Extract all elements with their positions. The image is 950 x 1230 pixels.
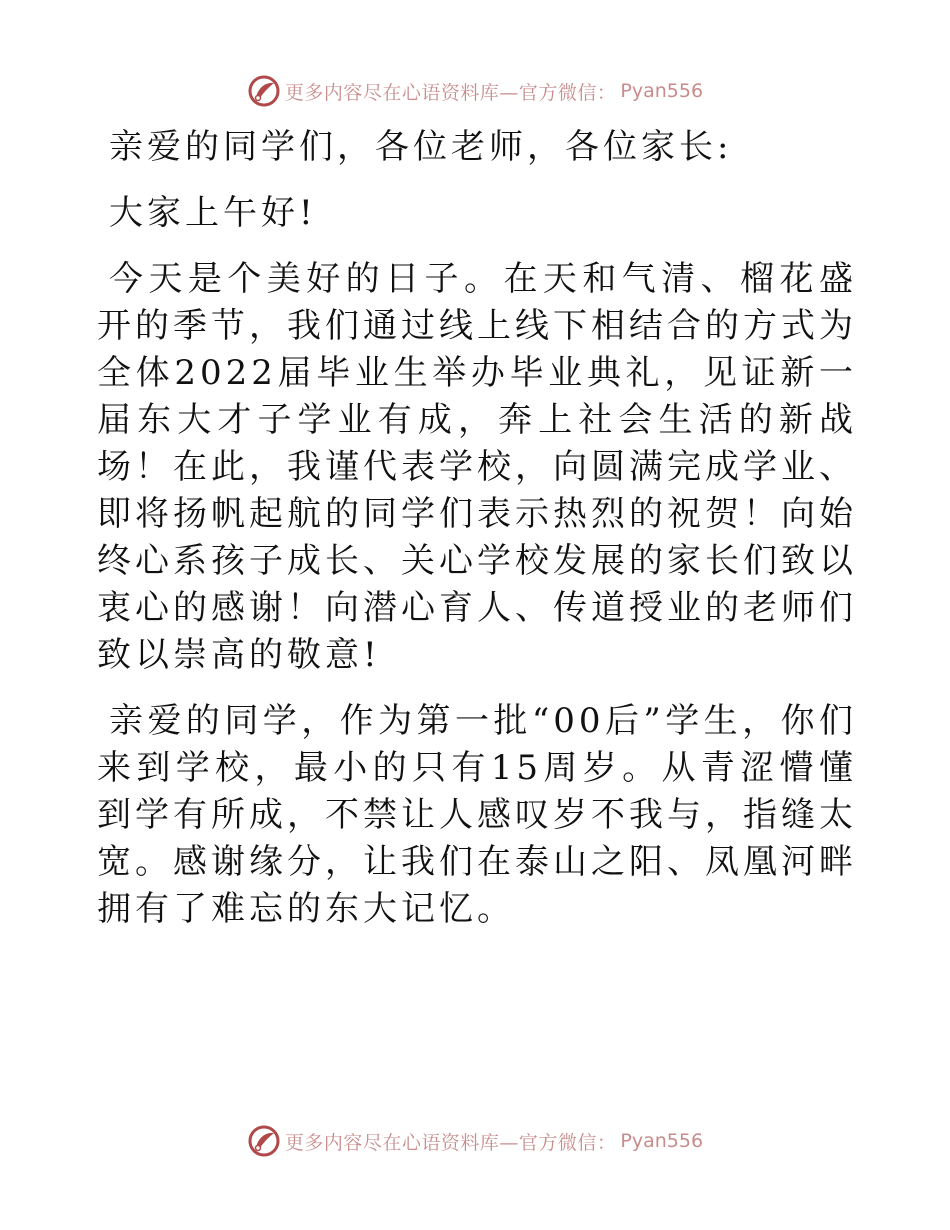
document-body bbox=[97, 124, 857, 952]
brand-logo-icon bbox=[247, 74, 281, 108]
watermark-wechat-id: Pyan556 bbox=[620, 1130, 704, 1152]
watermark-wechat-id: Pyan556 bbox=[620, 80, 704, 102]
watermark-text: 更多内容尽在心语资料库—官方微信： bbox=[284, 81, 617, 104]
body-paragraph: 今天是个美好的日子。在天和气清、榴花盛开的季节，我们通过线上线下相结合的方式为全体2022届毕业生举办毕业典礼，见证新一届东大才子学业有成，奔上社会生活的新战场！在此，我谨代表学校，向圆满完成学业、即将扬帆起航的同学们表示热烈的祝贺！向始终心系孩子成长、关心学校发展的家长们致以衷心的感谢！向潜心育人、传道授业的老师们致以崇高的敬意! bbox=[97, 259, 857, 675]
watermark-text: 更多内容尽在心语资料库—官方微信： bbox=[284, 1131, 617, 1154]
salutation: 亲爱的同学们，各位老师，各位家长: bbox=[109, 127, 733, 167]
greeting: 大家上午好! bbox=[109, 193, 317, 233]
body-paragraph: 亲爱的同学，作为第一批“00后”学生，你们来到学校，最小的只有15周岁。从青涩懵懂到学有所成，不禁让人感叹岁不我与，指缝太宽。感谢缘分，让我们在泰山之阳、凤凰河畔拥有了难忘的东大记忆。 bbox=[97, 701, 857, 929]
brand-logo-icon bbox=[247, 1124, 281, 1158]
footer-watermark bbox=[0, 1121, 950, 1161]
header-watermark bbox=[0, 71, 950, 111]
